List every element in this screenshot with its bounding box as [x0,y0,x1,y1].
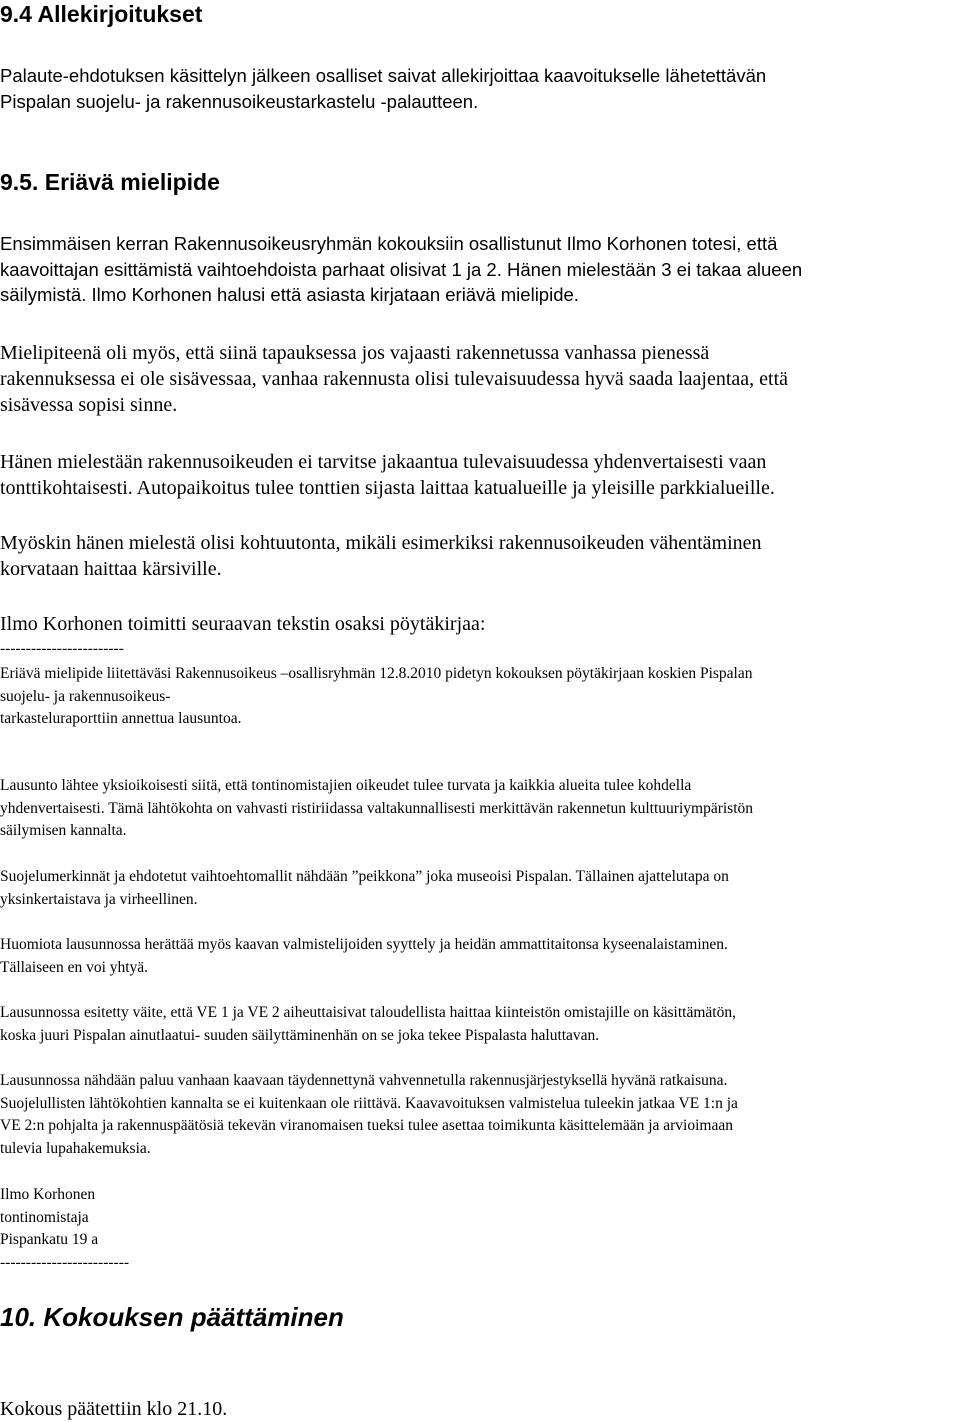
paragraph-10: Kokous päätettiin klo 21.10. [0,1398,228,1420]
signature-name: Ilmo Korhonen [0,1186,96,1203]
text-line: Pispalan suojelu- ja rakennusoikeustarkastelu -palautteen. [0,90,479,112]
paragraph-opinion-2 [0,449,775,501]
statement-paragraph-2 [0,866,729,911]
text-line: Huomiota lausunnossa herättää myös kaavan valmistelijoiden syyttely ja heidän ammattitaitonsa kyseenalaistaminen. [0,936,728,953]
text-line: sisävessa sopisi sinne. [0,394,178,416]
text-line: Lausunnossa nähdään paluu vanhaan kaavaan täydennettynä vahvennetulla rakennusjärjestyksellä hyvänä ratkaisuna. [0,1072,728,1089]
text-line: Mielipiteenä oli myös, että siinä tapauksessa jos vajaasti rakennetussa vanhassa pienessä [0,342,710,364]
text-line: tarkasteluraporttiin annettua lausuntoa. [0,710,242,727]
statement-paragraph-1 [0,775,753,843]
heading-9-4: 9.4 Allekirjoitukset [0,1,203,27]
text-line: Tällaiseen en voi yhtyä. [0,958,149,976]
paragraph-9-4 [0,63,766,114]
text-line: säilymisen kannalta. [0,822,127,839]
heading-9-5: 9.5. Eriävä mielipide [0,169,220,195]
text-line: kaavoittajan esittämistä vaihtoehdoista parhaat olisivat 1 ja 2. Hänen mielestään 3 ei takaa alueen [0,258,803,280]
statement-paragraph-4 [0,1002,736,1047]
text-line: säilymistä. Ilmo Korhonen halusi että asiasta kirjataan eriävä mielipide. [0,284,579,305]
text-line: koska juuri Pispalan ainutlaatui- suuden säilyttäminenhän on se joka tekee Pispalasta haluttavan. [0,1026,600,1044]
text-line: tulevia lupahakemuksia. [0,1139,151,1157]
statement-paragraph-5 [0,1070,738,1160]
signature-block [0,1184,98,1252]
signature-address: Pispankatu 19 a [0,1231,99,1248]
text-line: Suojelumerkinnät ja ehdotetut vaihtoehtomallit nähdään ”peikkona” joka museoisi Pispalan. Tällainen ajattelutapa on [0,868,729,885]
paragraph-opinion-4: Ilmo Korhonen toimitti seuraavan tekstin osaksi pöytäkirjaa: [0,613,486,635]
text-line: Eriävä mielipide liitettäväsi Rakennusoikeus –osallisryhmän 12.8.2010 pidetyn kokouksen pöytäkirjaan koskien Pispalan [0,665,753,682]
text-line: Palaute-ehdotuksen käsittelyn jälkeen osalliset saivat allekirjoittaa kaavoitukselle lähetettävän [0,65,767,86]
text-line: yhdenvertaisesti. Tämä lähtökohta on vahvasti ristiriidassa valtakunnallisesti merkittävän rakennetun kulttuuriympäristön [0,799,754,817]
paragraph-9-5-intro [0,231,802,308]
text-line: Ensimmäisen kerran Rakennusoikeusryhmän kokouksiin osallistunut Ilmo Korhonen totesi, että [0,233,778,254]
heading-10: 10. Kokouksen päättäminen [0,1302,344,1332]
paragraph-opinion-1 [0,340,788,418]
text-line: Lausunnossa esitetty väite, että VE 1 ja VE 2 aiheuttaisivat taloudellista haittaa kiinteistön omistajille on käsittämätön, [0,1004,736,1021]
paragraph-opinion-3 [0,530,762,582]
text-line: Myöskin hänen mielestä olisi kohtuutonta, mikäli esimerkiksi rakennusoikeuden vähentäminen [0,532,762,554]
separator-bottom: ------------------------- [0,1254,130,1271]
statement-paragraph-3 [0,934,728,979]
text-line: Suojelullisten lähtökohtien kannalta se ei kuitenkaan ole riittävä. Kaavavoituksen valmistelua tuleekin jatkaa VE 1:n ja [0,1094,738,1112]
text-line: rakennuksessa ei ole sisävessaa, vanhaa rakennusta olisi tulevaisuudessa hyvä saada laajentaa, että [0,368,789,390]
separator-top: ------------------------ [0,640,124,657]
text-line: yksinkertaistava ja virheellinen. [0,890,198,908]
statement-intro [0,663,752,731]
signature-title: tontinomistaja [0,1208,89,1226]
text-line: korvataan haittaa kärsiville. [0,558,222,580]
text-line: Hänen mielestään rakennusoikeuden ei tarvitse jakaantua tulevaisuudessa yhdenvertaisesti vaan [0,451,767,473]
text-line: tonttikohtaisesti. Autopaikoitus tulee tonttien sijasta laittaa katualueille ja yleisille parkkialueille. [0,477,775,499]
text-line: VE 2:n pohjalta ja rakennuspäätösiä tekevän viranomaisen tueksi tulee asettaa toimikunta käsittelemään ja arvioimaan [0,1117,733,1134]
text-line: suojelu- ja rakennusoikeus- [0,687,171,705]
text-line: Lausunto lähtee yksioikoisesti siitä, että tontinomistajien oikeudet tulee turvata ja kaikkia alueita tulee kohdella [0,777,692,794]
